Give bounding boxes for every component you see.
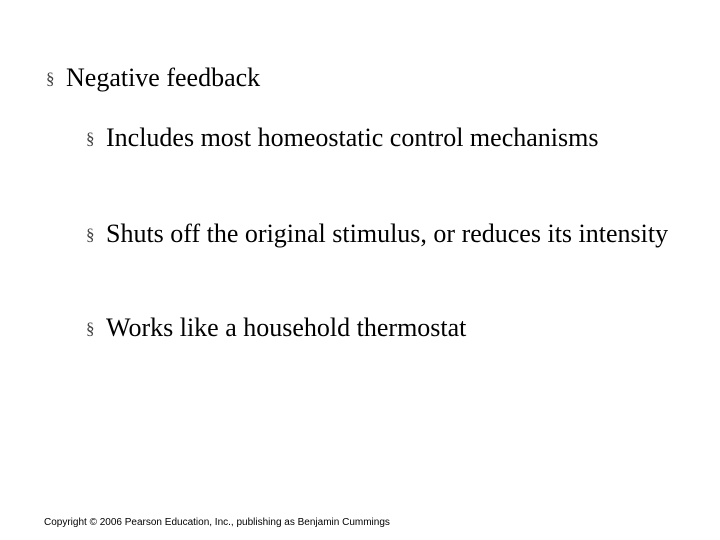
sub-bullet-3 bbox=[86, 308, 686, 349]
section-bullet-icon: § bbox=[86, 319, 95, 338]
copyright-notice: Copyright © 2006 Pearson Education, Inc., publishing as Benjamin Cummings bbox=[44, 517, 390, 528]
sub-bullet-1 bbox=[86, 118, 686, 159]
sub-bullet-text: Shuts off the original stimulus, or reduces its intensity bbox=[106, 219, 669, 248]
sub-bullet-text: Includes most homeostatic control mechanisms bbox=[106, 123, 599, 152]
section-bullet-icon: § bbox=[46, 69, 55, 88]
section-bullet-icon: § bbox=[86, 225, 95, 244]
section-bullet-icon: § bbox=[86, 129, 95, 148]
sub-bullet-text: Works like a household thermostat bbox=[106, 313, 467, 342]
main-bullet-text: Negative feedback bbox=[66, 63, 261, 92]
main-bullet bbox=[46, 62, 260, 95]
sub-bullet-2 bbox=[86, 214, 686, 255]
